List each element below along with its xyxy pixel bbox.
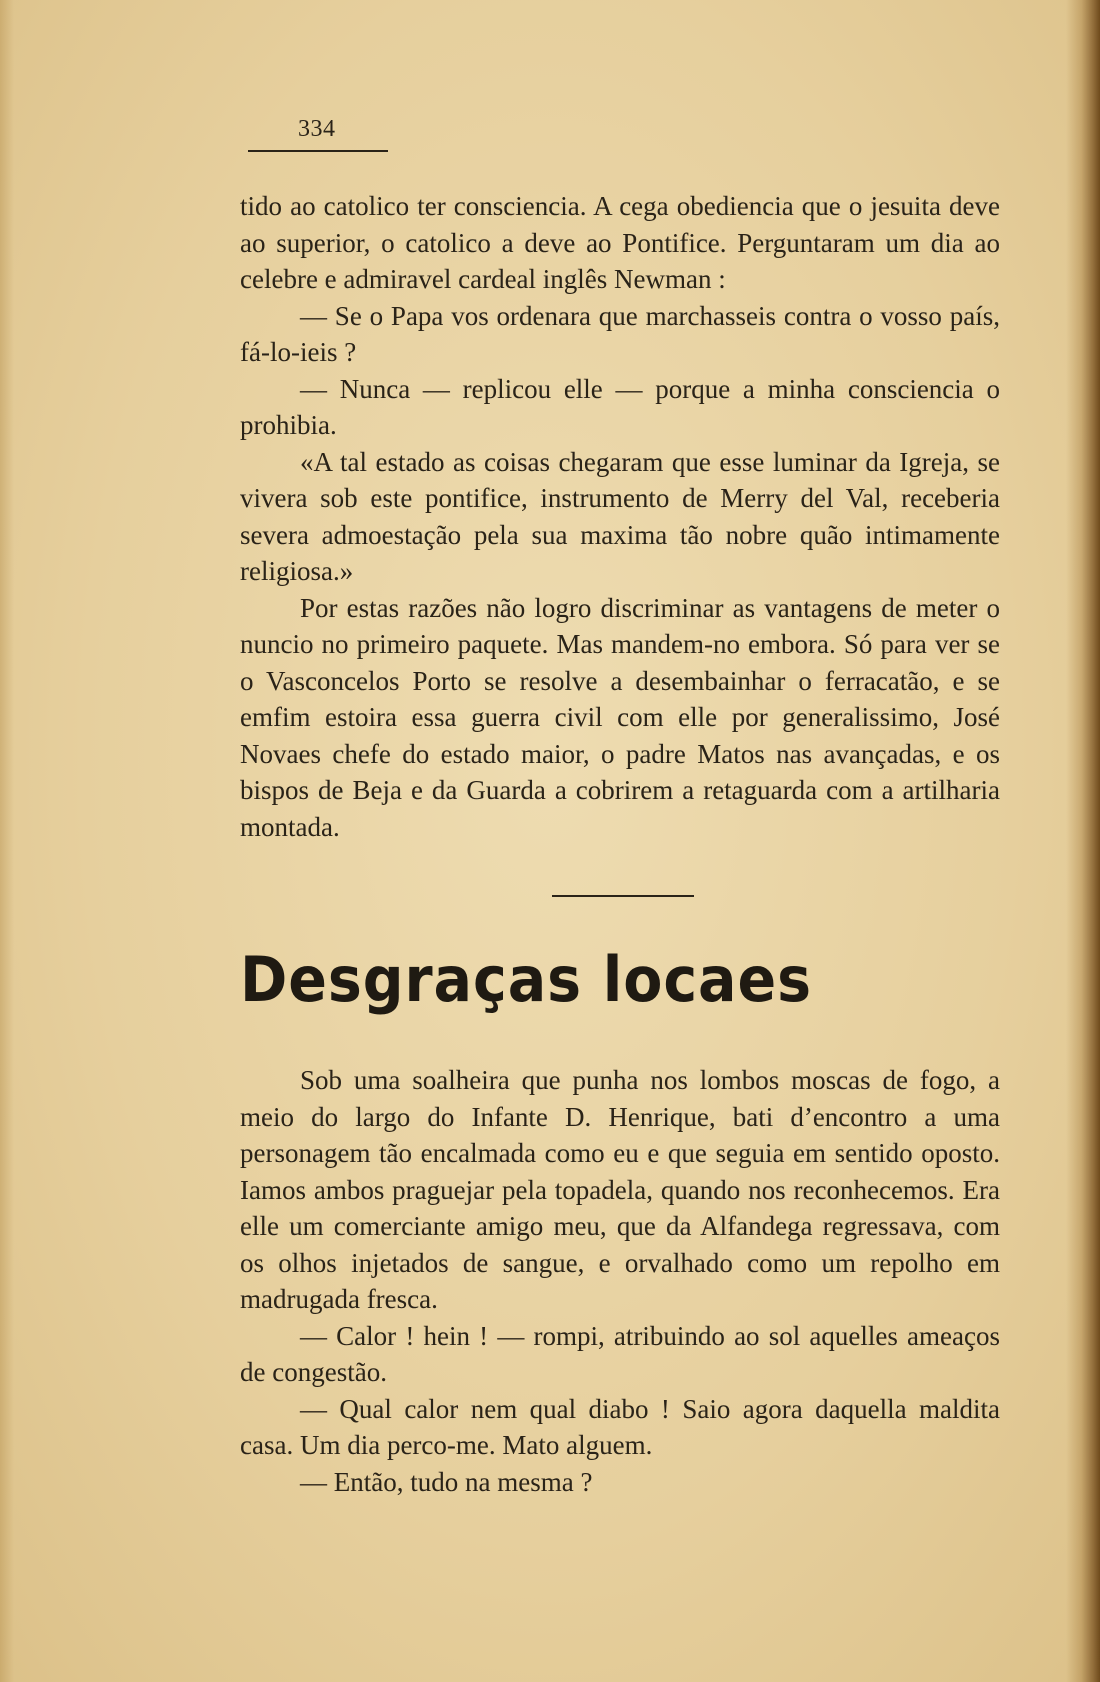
paragraph: Sob uma soalheira que punha nos lombos moscas de fogo, a meio do largo do Infante D. Henrique, bati d’encontro a uma personagem tão encalmada como eu e que seguia em sentido oposto. Iamos ambos praguejar pela topadela, quando nos reconhecemos. Era elle um comerciante amigo meu, que da Alfandega regressava, com os olhos injetados de sangue, e orvalhado como um repolho em madrugada fresca. <box>240 1065 1000 1314</box>
paragraph: — Nunca — replicou elle — porque a minha consciencia o prohibia. <box>240 373 1000 440</box>
page-left-edge <box>0 0 14 1682</box>
page-number: 334 <box>298 116 336 142</box>
top-text-block <box>240 188 1000 845</box>
paragraph: — Calor ! hein ! — rompi, atribuindo ao sol aquelles ameaços de congestão. <box>240 1320 1000 1387</box>
paragraph: — Então, tudo na mesma ? <box>300 1466 593 1497</box>
section-title: Desgraças locaes <box>240 943 812 1016</box>
paragraph: — Qual calor nem qual diabo ! Saio agora daquella maldita casa. Um dia perco-me. Mato alguem. <box>240 1393 1000 1460</box>
paragraph: tido ao catolico ter consciencia. A cega obediencia que o jesuita deve ao superior, o catolico a deve ao Pontifice. Perguntaram um dia ao celebre e admiravel cardeal inglês Newman : <box>240 191 1000 294</box>
paragraph: «A tal estado as coisas chegaram que esse luminar da Igreja, se vivera sob este pontifice, instrumento de Merry del Val, receberia severa admoestação pela sua maxima tão nobre quão intimamente religiosa.» <box>240 446 1000 586</box>
section-divider <box>552 895 694 897</box>
header-rule <box>248 150 388 152</box>
page-right-edge <box>1066 0 1100 1682</box>
paragraph: Por estas razões não logro discriminar as vantagens de meter o nuncio no primeiro paquete. Mas mandem-no embora. Só para ver se o Vasconcelos Porto se resolve a desembainhar o ferracatão, e se emfim estoira essa guerra civil com elle por generalissimo, José Novaes chefe do estado maior, o padre Matos nas avançadas, e os bispos de Beja e da Guarda a cobrirem a retaguarda com a artilharia montada. <box>240 592 1000 842</box>
paragraph: — Se o Papa vos ordenara que marchasseis contra o vosso país, fá-lo-ieis ? <box>240 300 1000 367</box>
bottom-text-block <box>240 1062 1000 1500</box>
